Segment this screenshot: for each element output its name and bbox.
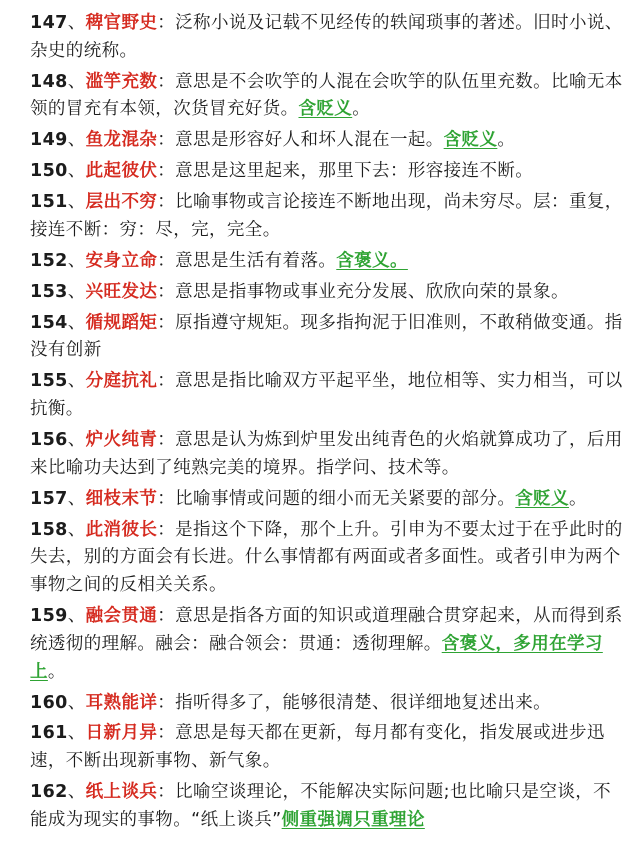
idiom-definition: 意思是每天都在更新，每月都有变化，指发展或进步迅速，不断出现新事物、新气象。 bbox=[30, 723, 605, 772]
entry-separator: 、 bbox=[67, 606, 86, 627]
entry-colon: ： bbox=[157, 371, 176, 392]
entry-separator: 、 bbox=[67, 312, 86, 333]
idiom-definition: 泛称小说及记载不见经传的轶闻琐事的著述。旧时小说、杂史的统称。 bbox=[30, 13, 623, 61]
connotation-tag: 含贬义 bbox=[298, 99, 353, 120]
entry-number: 162 bbox=[30, 782, 68, 803]
idiom-entry bbox=[30, 158, 624, 186]
entry-colon: ： bbox=[157, 130, 176, 151]
idiom-term: 滥竽充数 bbox=[85, 71, 158, 92]
idiom-entry bbox=[30, 427, 624, 483]
idiom-entry bbox=[30, 368, 624, 424]
idiom-entry bbox=[30, 248, 624, 276]
entry-number: 149 bbox=[30, 130, 68, 151]
entry-colon: ： bbox=[157, 606, 176, 627]
entry-number: 161 bbox=[30, 723, 68, 744]
entry-tail: 。 bbox=[497, 130, 516, 151]
idiom-term: 稗官野史 bbox=[85, 13, 158, 33]
entry-separator: 、 bbox=[67, 723, 86, 744]
idiom-term: 融会贯通 bbox=[85, 606, 158, 627]
connotation-tag: 含贬义 bbox=[515, 488, 569, 509]
idiom-entry bbox=[30, 127, 624, 155]
idiom-entry bbox=[30, 189, 624, 245]
entry-colon: ： bbox=[157, 192, 176, 213]
idiom-definition: 原指遵守规矩。现多指拘泥于旧准则，不敢稍做变通。指没有创新 bbox=[30, 312, 623, 361]
entry-colon: ： bbox=[157, 312, 176, 333]
entry-number: 156 bbox=[30, 430, 68, 450]
connotation-tag: 含贬义 bbox=[443, 130, 498, 151]
idiom-entry bbox=[30, 10, 624, 66]
idiom-definition: 意思是指事物或事业充分发展、欣欣向荣的景象。 bbox=[175, 281, 569, 302]
entry-number: 151 bbox=[30, 192, 68, 213]
entry-colon: ： bbox=[157, 161, 176, 182]
idiom-term: 安身立命 bbox=[85, 250, 158, 271]
idiom-definition: 比喻事物或言论接连不断地出现，尚未穷尽。层：重复，接连不断：穷：尽，完，完全。 bbox=[30, 192, 623, 240]
connotation-tag: 含褒义，多用在学习上 bbox=[30, 633, 603, 682]
entry-tail: 。 bbox=[568, 488, 587, 509]
entry-colon: ： bbox=[157, 281, 176, 302]
idiom-entry bbox=[30, 486, 624, 514]
entry-separator: 、 bbox=[67, 519, 86, 540]
entry-separator: 、 bbox=[67, 13, 86, 33]
idiom-term: 日新月异 bbox=[85, 723, 158, 744]
entry-colon: ： bbox=[157, 692, 176, 713]
connotation-tag: 含褒义。 bbox=[336, 250, 408, 271]
idiom-term: 炉火纯青 bbox=[85, 430, 158, 450]
entry-number: 157 bbox=[30, 488, 68, 509]
entry-separator: 、 bbox=[67, 250, 86, 271]
idiom-term: 纸上谈兵 bbox=[85, 782, 158, 803]
entry-colon: ： bbox=[157, 488, 176, 509]
idiom-definition: 意思是形容好人和坏人混在一起。 bbox=[175, 130, 444, 151]
entry-number: 148 bbox=[30, 71, 68, 92]
entry-number: 154 bbox=[30, 312, 68, 333]
entry-colon: ： bbox=[157, 723, 176, 744]
idiom-definition: 意思是不会吹竽的人混在会吹竽的队伍里充数。比喻无本领的冒充有本领，次货冒充好货。 bbox=[30, 71, 623, 120]
idiom-term: 细枝末节 bbox=[85, 488, 158, 509]
entry-colon: ： bbox=[157, 430, 176, 450]
entry-separator: 、 bbox=[67, 488, 86, 509]
idiom-definition: 是指这个下降，那个上升。引申为不要太过于在乎此时的失去，别的方面会有长进。什么事情都有两面或者多面性。或者引申为两个事物之间的反相关关系。 bbox=[30, 519, 623, 596]
idiom-definition: 意思是指各方面的知识或道理融合贯穿起来，从而得到系统透彻的理解。融会：融合领会：贯通：透彻理解。 bbox=[30, 606, 623, 654]
idiom-definition: 指听得多了，能够很清楚、很详细地复述出来。 bbox=[175, 692, 552, 713]
idiom-entry bbox=[30, 690, 624, 718]
entry-separator: 、 bbox=[67, 371, 86, 392]
entry-separator: 、 bbox=[67, 281, 86, 302]
idiom-term: 兴旺发达 bbox=[85, 281, 158, 302]
entry-number: 150 bbox=[30, 161, 68, 182]
idiom-definition: 意思是指比喻双方平起平坐，地位相等、实力相当，可以抗衡。 bbox=[30, 371, 623, 420]
entry-separator: 、 bbox=[67, 161, 86, 182]
entry-colon: ： bbox=[157, 71, 176, 92]
idiom-entry bbox=[30, 517, 624, 600]
entry-colon: ： bbox=[157, 519, 176, 540]
entry-separator: 、 bbox=[67, 782, 86, 803]
entry-number: 155 bbox=[30, 371, 68, 392]
idiom-definition: 意思是认为炼到炉里发出纯青色的火焰就算成功了，后用来比喻功夫达到了纯熟完美的境界。指学问、技术等。 bbox=[30, 430, 623, 478]
entry-separator: 、 bbox=[67, 71, 86, 92]
entry-separator: 、 bbox=[67, 430, 86, 450]
entry-colon: ： bbox=[157, 13, 176, 33]
idiom-term: 耳熟能详 bbox=[85, 692, 158, 713]
idiom-entry bbox=[30, 720, 624, 776]
entry-tail: 。 bbox=[352, 99, 371, 120]
entry-number: 153 bbox=[30, 281, 68, 302]
idiom-entry bbox=[30, 603, 624, 686]
idiom-term: 层出不穷 bbox=[85, 192, 158, 213]
connotation-tag: 侧重强调只重理论 bbox=[281, 809, 425, 830]
idiom-entry bbox=[30, 310, 624, 366]
entry-separator: 、 bbox=[67, 692, 86, 713]
entry-separator: 、 bbox=[67, 130, 86, 151]
idiom-term: 分庭抗礼 bbox=[85, 371, 158, 392]
entry-colon: ： bbox=[157, 782, 176, 803]
idiom-definition: 比喻空谈理论，不能解决实际问题;也比喻只是空谈，不能成为现实的事物。“纸上谈兵” bbox=[30, 782, 612, 830]
idiom-definition: 意思是生活有着落。 bbox=[175, 250, 337, 271]
idiom-definition: 意思是这里起来，那里下去：形容接连不断。 bbox=[175, 161, 534, 182]
entry-colon: ： bbox=[157, 250, 176, 271]
idiom-entry bbox=[30, 779, 624, 835]
idiom-entry bbox=[30, 69, 624, 125]
entry-separator: 、 bbox=[67, 192, 86, 213]
entry-number: 160 bbox=[30, 692, 68, 713]
idiom-definition: 比喻事情或问题的细小而无关紧要的部分。 bbox=[175, 488, 516, 509]
entry-tail: 。 bbox=[47, 661, 66, 682]
entry-number: 147 bbox=[30, 13, 68, 33]
entry-number: 159 bbox=[30, 606, 68, 627]
idiom-term: 此起彼伏 bbox=[85, 161, 158, 182]
idiom-entry bbox=[30, 279, 624, 307]
entry-number: 152 bbox=[30, 250, 68, 271]
entry-number: 158 bbox=[30, 519, 68, 540]
idiom-term: 循规蹈矩 bbox=[85, 312, 158, 333]
idiom-term: 鱼龙混杂 bbox=[85, 130, 158, 151]
idiom-term: 此消彼长 bbox=[85, 519, 158, 540]
